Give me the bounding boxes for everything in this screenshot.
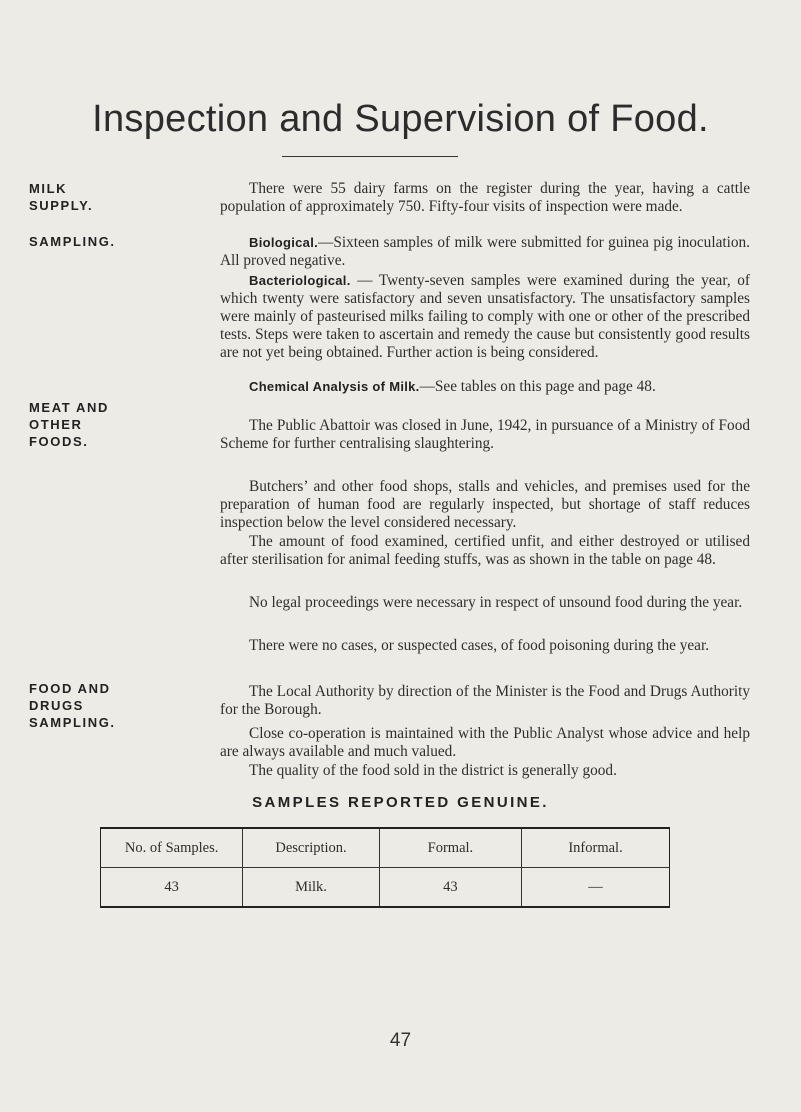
side-heading-milk-supply: MILK SUPPLY. [29, 181, 94, 213]
page-number: 47 [389, 1030, 412, 1051]
paragraph-dairy-farms: There were 55 dairy farms on the register during the year, having a cattle population of approximately 750. Fifty-four visits of inspection were made. [220, 180, 750, 215]
table-header-row [101, 828, 670, 868]
column-header-informal: Informal. [522, 828, 670, 868]
column-header-formal: Formal. [379, 828, 521, 868]
paragraph-butchers: Butchers’ and other food shops, stalls and vehicles, and premises used for the preparation of human food are regularly inspected, but shortage of staff reduces inspection below the level considered necessary. [220, 478, 750, 531]
lead-bacteriological: Bacteriological. [249, 273, 351, 288]
biological-text: —Sixteen samples of milk were submitted for guinea pig inoculation. All proved negative. [220, 234, 750, 269]
paragraph-bacteriological [220, 272, 750, 362]
paragraph-analyst: Close co-operation is maintained with the Public Analyst whose advice and help are always available and much valued. [220, 725, 750, 760]
cell-description: Milk. [243, 868, 380, 908]
cell-informal: — [522, 868, 670, 908]
page-title: Inspection and Supervision of Food. [92, 98, 709, 140]
side-heading-food-drugs-sampling: FOOD AND DRUGS SAMPLING. [29, 681, 116, 730]
paragraph-food-examined: The amount of food examined, certified unfit, and either destroyed or utilised after sterilisation for animal feeding stuffs, was as shown in the table on page 48. [220, 533, 750, 568]
paragraph-biological [220, 234, 750, 270]
paragraph-local-authority: The Local Authority by direction of the Minister is the Food and Drugs Authority for the Borough. [220, 683, 750, 718]
paragraph-quality: The quality of the food sold in the district is generally good. [249, 762, 617, 779]
paragraph-chemical [220, 378, 750, 396]
cell-no-of-samples: 43 [164, 878, 179, 895]
column-header-description: Description. [243, 828, 380, 868]
column-header-no-of-samples: No. of Samples. [101, 828, 243, 868]
chemical-text: —See tables on this page and page 48. [419, 378, 656, 395]
lead-chemical: Chemical Analysis of Milk. [249, 379, 420, 394]
side-heading-meat-other-foods: MEAT AND OTHER FOODS. [29, 400, 109, 449]
bacteriological-text: — Twenty-seven samples were examined during the year, of which twenty were satisfactory and seven unsatisfactory. The unsatisfactory samples were mainly of pasteurised milks failing to comply with one or other of the prescribed tests. Steps were taken to ascertain and remedy the cause but consistently good results are not yet being obtained. Further action is being considered. [220, 272, 750, 361]
paragraph-abattoir: The Public Abattoir was closed in June, 1942, in pursuance of a Ministry of Food Scheme for further centralising slaughtering. [220, 417, 750, 452]
samples-table [100, 827, 670, 908]
paragraph-poisoning: There were no cases, or suspected cases, of food poisoning during the year. [249, 637, 710, 654]
cell-formal: 43 [379, 868, 521, 908]
side-heading-sampling: SAMPLING. [29, 234, 116, 249]
lead-biological: Biological. [249, 235, 319, 250]
title-rule [282, 156, 458, 157]
table-row [101, 868, 670, 908]
paragraph-legal: No legal proceedings were necessary in respect of unsound food during the year. [249, 594, 743, 611]
samples-heading: SAMPLES REPORTED GENUINE. [252, 794, 549, 811]
